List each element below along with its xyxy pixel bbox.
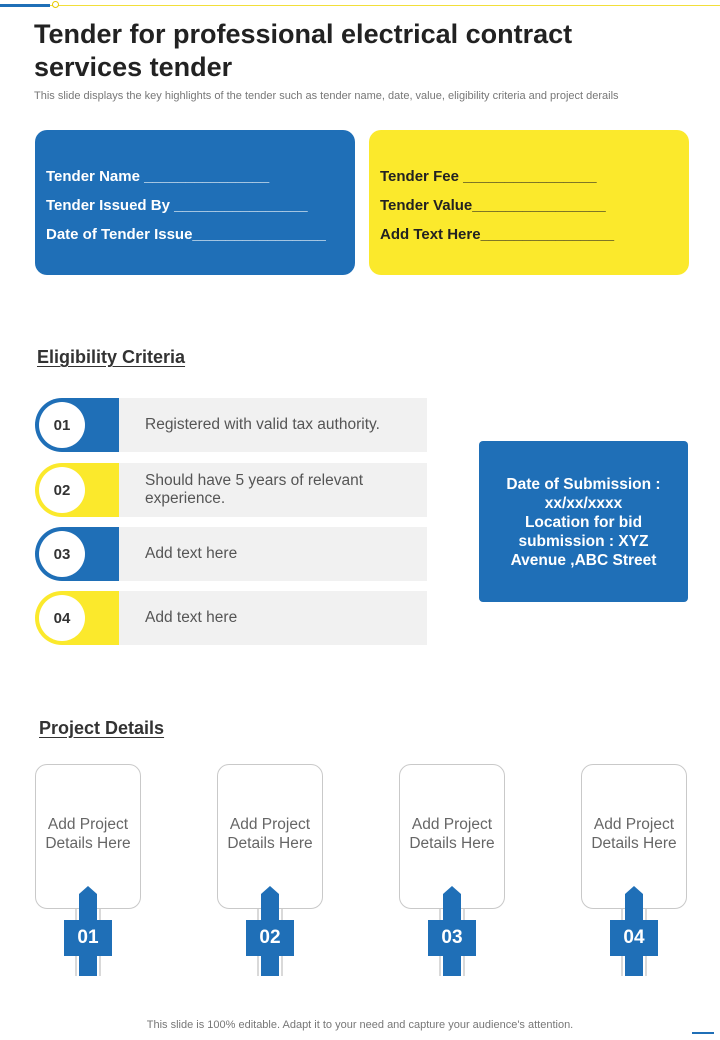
project-card[interactable]: Add Project Details Here xyxy=(581,764,687,909)
project-number-badge: 04 xyxy=(610,920,658,956)
tender-fee-field[interactable]: Tender Fee ________________ xyxy=(380,168,597,185)
submission-info-box xyxy=(479,441,688,602)
page-subtitle: This slide displays the key highlights of the tender such as tender name, date, value, eligibility criteria and project derails xyxy=(34,90,619,102)
tender-name-field[interactable]: Tender Name _______________ xyxy=(46,168,270,185)
project-number-badge: 01 xyxy=(64,920,112,956)
tender-info-card xyxy=(35,130,355,275)
tender-issued-by-field[interactable]: Tender Issued By ________________ xyxy=(46,197,308,214)
eligibility-item-number: 02 xyxy=(39,467,85,513)
eligibility-item-text[interactable]: Registered with valid tax authority. xyxy=(145,416,380,433)
project-number-badge: 03 xyxy=(428,920,476,956)
eligibility-item-text[interactable]: Should have 5 years of relevant experience. xyxy=(145,472,363,507)
eligibility-item-number: 03 xyxy=(39,531,85,577)
eligibility-item xyxy=(35,463,427,517)
top-accent-bar xyxy=(0,4,50,7)
project-item xyxy=(399,764,507,976)
top-accent-dot xyxy=(52,1,59,8)
eligibility-item-text[interactable]: Add text here xyxy=(145,545,238,562)
project-item xyxy=(35,764,143,976)
submission-date-text[interactable]: Date of Submission : xx/xx/xxxx xyxy=(506,476,661,512)
eligibility-item xyxy=(35,527,427,581)
project-item xyxy=(217,764,325,976)
eligibility-heading: Eligibility Criteria xyxy=(37,347,186,367)
project-item xyxy=(581,764,689,976)
top-divider-line xyxy=(0,5,720,6)
eligibility-item-number: 01 xyxy=(39,402,85,448)
eligibility-item-number: 04 xyxy=(39,595,85,641)
project-details-heading: Project Details xyxy=(39,718,165,738)
tender-value-field[interactable]: Tender Value________________ xyxy=(380,197,606,214)
project-number-badge: 02 xyxy=(246,920,294,956)
footer-note: This slide is 100% editable. Adapt it to your need and capture your audience's attention. xyxy=(146,1019,574,1031)
add-text-field[interactable]: Add Text Here________________ xyxy=(380,226,615,243)
eligibility-item xyxy=(35,591,427,645)
eligibility-item-text[interactable]: Add text here xyxy=(145,609,238,626)
page-title: Tender for professional electrical contract services tender xyxy=(34,19,573,82)
submission-location-text[interactable]: Location for bid submission : XYZ Avenue ,ABC Street xyxy=(510,514,657,569)
eligibility-item xyxy=(35,398,427,452)
tender-fee-card xyxy=(369,130,689,275)
date-of-tender-issue-field[interactable]: Date of Tender Issue________________ xyxy=(46,226,326,243)
project-card[interactable]: Add Project Details Here xyxy=(399,764,505,909)
footer-accent-bar xyxy=(692,1032,714,1034)
project-card[interactable]: Add Project Details Here xyxy=(217,764,323,909)
project-card[interactable]: Add Project Details Here xyxy=(35,764,141,909)
